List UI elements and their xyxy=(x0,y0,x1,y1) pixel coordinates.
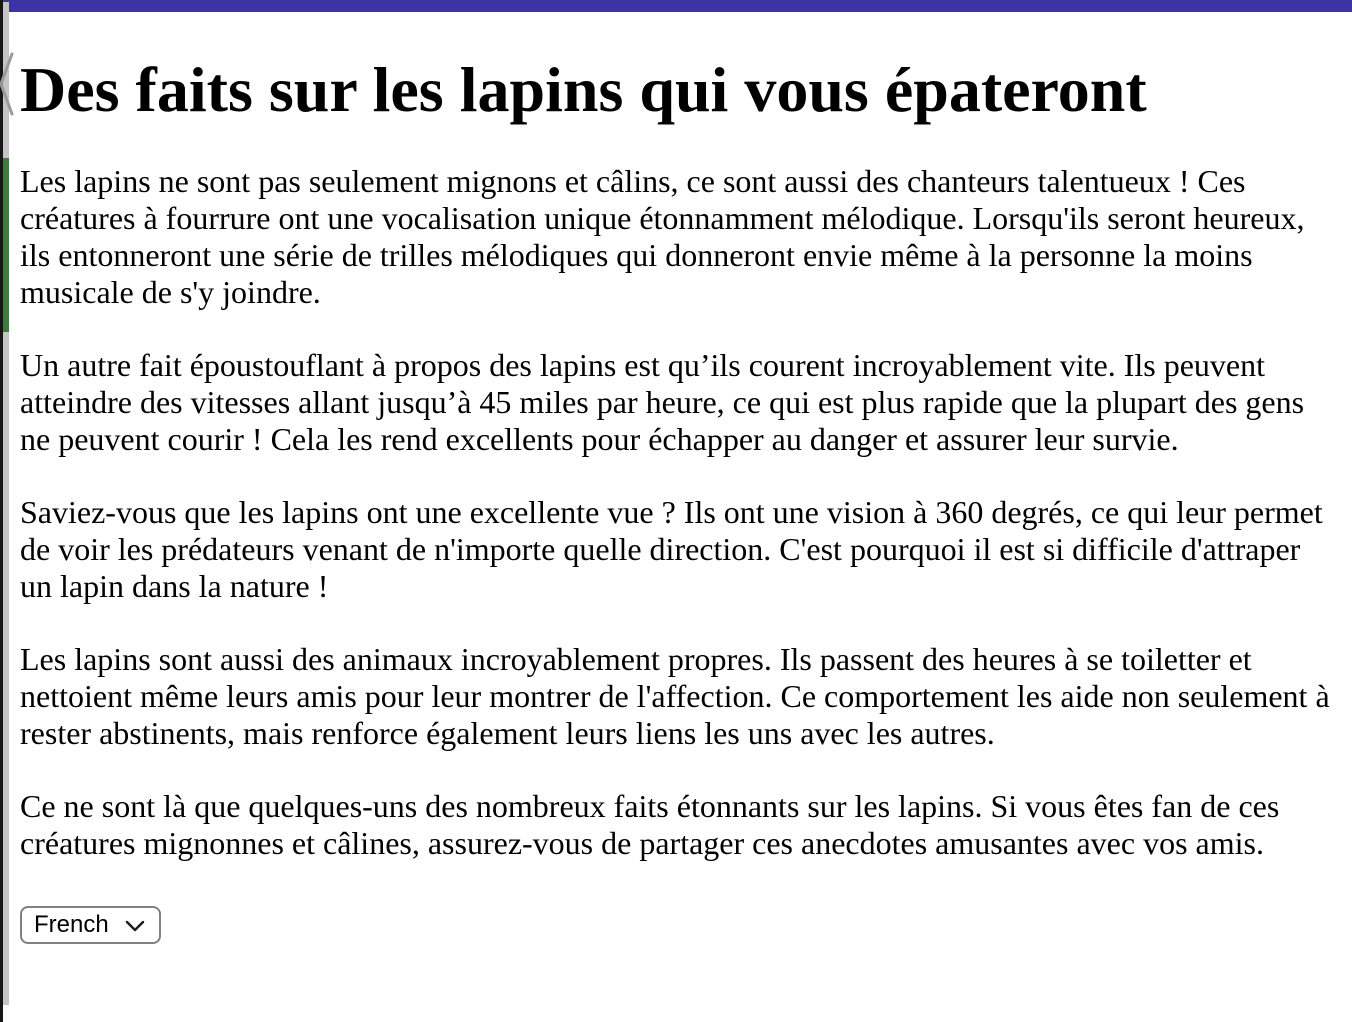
paragraph-vision: Saviez-vous que les lapins ont une excellente vue ? Ils ont une vision à 360 degrés, ce qui leur permet de voir les prédateurs venant de n'importe quelle direction. C'est pourquoi il est si difficile d'attraper un lapin dans la nature ! xyxy=(20,493,1323,604)
paragraph-speed: Un autre fait époustouflant à propos des lapins est qu’ils courent incroyablement vite. Ils peuvent atteindre des vitesses allant jusqu’à 45 miles par heure, ce qui est plus rapide que la plupart des gens ne peuvent courir ! Cela les rend excellents pour échapper au danger et assurer leur survie. xyxy=(20,346,1305,457)
paragraph-closing: Ce ne sont là que quelques-uns des nombreux faits étonnants sur les lapins. Si vous êtes fan de ces créatures mignonnes et câlines, assurez-vous de partager ces anecdotes amusantes avec vos amis. xyxy=(20,787,1280,861)
language-select[interactable] xyxy=(20,906,161,944)
background-chevron-icon xyxy=(0,52,14,116)
page-title: Des faits sur les lapins qui vous épateront xyxy=(20,54,1147,125)
article xyxy=(20,163,1332,862)
window-edge-green-accent xyxy=(3,158,9,332)
background-window-edge xyxy=(0,0,9,1022)
window-edge-strip xyxy=(3,2,9,1005)
language-select-value: French xyxy=(34,910,109,938)
chevron-down-icon xyxy=(125,919,145,933)
top-accent-bar xyxy=(0,0,1352,12)
paragraph-grooming: Les lapins sont aussi des animaux incroyablement propres. Ils passent des heures à se toiletter et nettoient même leurs amis pour leur montrer de l'affection. Ce comportement les aide non seulement à rester abstinents, mais renforce également leurs liens les uns avec les autres. xyxy=(20,640,1330,751)
page-content xyxy=(20,12,1332,944)
paragraph-singing: Les lapins ne sont pas seulement mignons et câlins, ce sont aussi des chanteurs talentueux ! Ces créatures à fourrure ont une vocalisation unique étonnamment mélodique. Lorsqu'ils seront heureux, ils entonneront une série de trilles mélodiques qui donneront envie même à la personne la moins musicale de s'y joindre. xyxy=(20,162,1305,310)
